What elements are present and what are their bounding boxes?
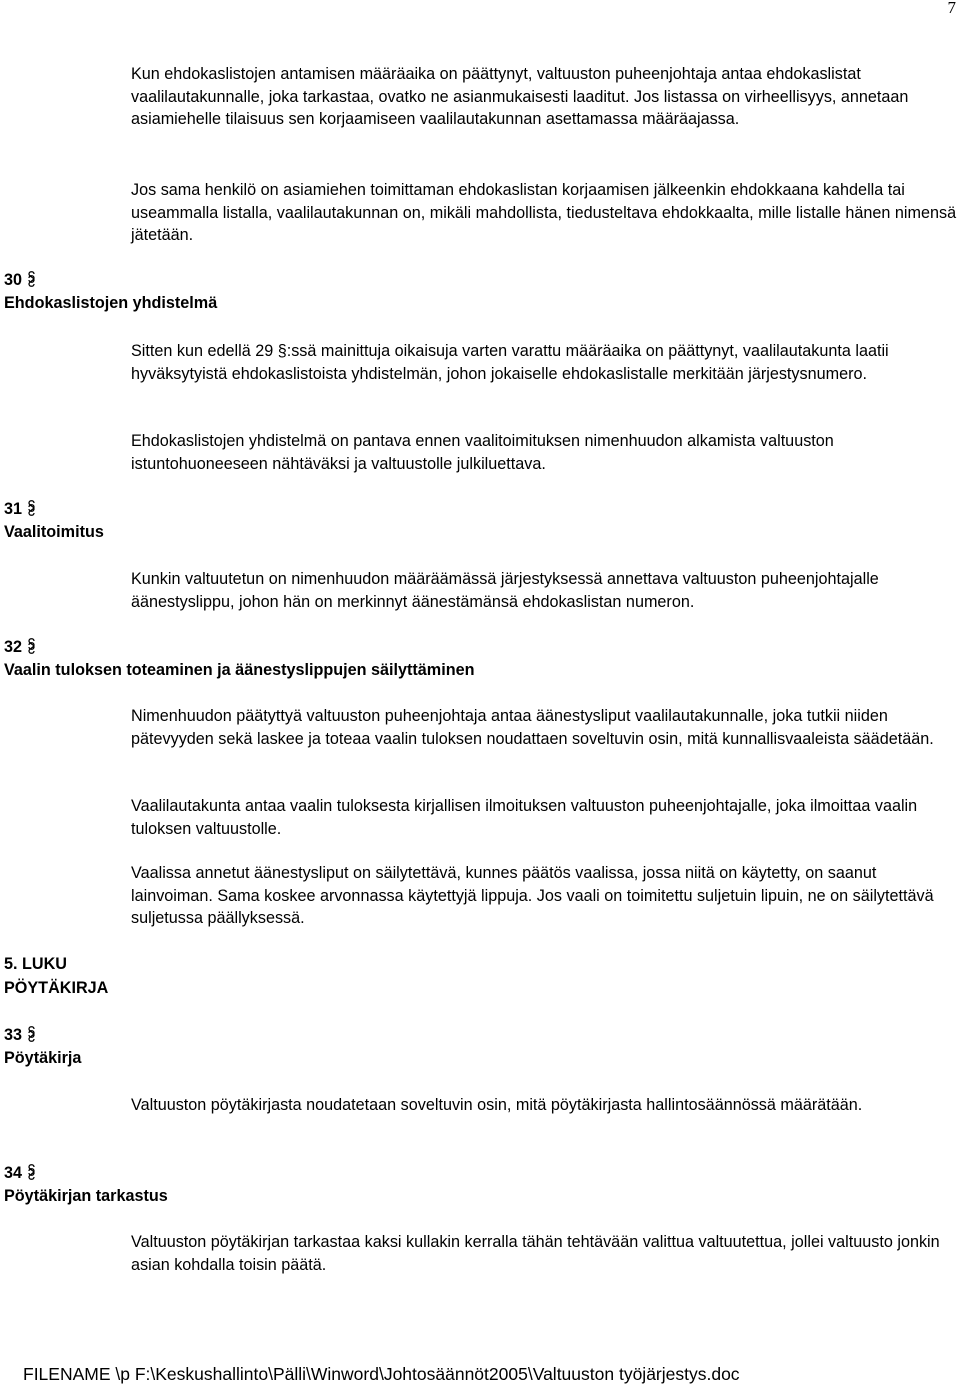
chapter-title: PÖYTÄKIRJA (4, 979, 109, 997)
section-title-33: Pöytäkirja (4, 1048, 82, 1067)
section-title-32: Vaalin tuloksen toteaminen ja äänestyslippujen säilyttäminen (4, 660, 475, 679)
section-sign-icon (27, 1164, 36, 1180)
section-number-31: 31 (4, 498, 104, 521)
section-heading-32 (4, 636, 474, 681)
paragraph-combination-created: Sitten kun edellä 29 §:ssä mainittuja oikaisuja varten varattu määräaika on päättynyt, vaalilautakunta laatii hyväksytyistä ehdokaslistoista yhdistelmän, johon jokaiselle ehdokaslistalle merkitään järjestysnumero. (131, 342, 889, 383)
paragraph-list-inspection: Kun ehdokaslistojen antamisen määräaika on päättynyt, valtuuston puheenjohtaja antaa ehdokaslistat vaalilautakunnalle, joka tarkastaa, ovatko ne asianmukaisesti laaditut. Jos listassa on virheellisyys, annetaan asiamiehelle tilaisuus sen korjaamiseen vaalilautakunnan asettamassa määräajassa. (131, 65, 909, 128)
section-heading-34 (4, 1162, 168, 1207)
paragraph-minutes-inspection: Valtuuston pöytäkirjan tarkastaa kaksi kullakin kerralla tähän tehtävään valittua valtuutettua, jollei valtuusto jonkin asian kohdalla toisin päätä. (131, 1233, 940, 1274)
paragraph-voting-procedure: Kunkin valtuutetun on nimenhuudon määräämässä järjestyksessä annettava valtuuston puheenjohtajalle äänestyslippu, johon hän on merkinnyt äänestämänsä ehdokaslistan numeron. (131, 570, 879, 611)
section-number-34: 34 (4, 1162, 168, 1185)
paragraph-combination-displayed: Ehdokaslistojen yhdistelmä on pantava ennen vaalitoimituksen nimenhuudon alkamista valtuuston istuntohuoneeseen nähtäväksi ja valtuustolle julkiluettava. (131, 432, 834, 473)
section-title-30: Ehdokaslistojen yhdistelmä (4, 293, 218, 312)
section-sign-icon (27, 638, 36, 654)
section-number-30: 30 (4, 269, 217, 292)
paragraph-minutes: Valtuuston pöytäkirjasta noudatetaan soveltuvin osin, mitä pöytäkirjasta hallintosäännössä määrätään. (131, 1096, 863, 1114)
paragraph-ballot-counting: Nimenhuudon päätyttyä valtuuston puheenjohtaja antaa äänestysliput vaalilautakunnalle, joka tutkii niiden pätevyyden sekä laskee ja toteaa vaalin tuloksen noudattaen soveltuvin osin, mitä kunnallisvaaleista säädetään. (131, 707, 934, 748)
section-sign-icon (27, 271, 36, 287)
paragraph-result-notice: Vaalilautakunta antaa vaalin tuloksesta kirjallisen ilmoituksen valtuuston puheenjohtajalle, joka ilmoittaa vaalin tuloksen valtuustolle. (131, 797, 918, 838)
page-number: 7 (947, 0, 956, 17)
paragraph-ballot-storage: Vaalissa annetut äänestysliput on säilytettävä, kunnes päätös vaalissa, jossa niitä on käytetty, on saanut lainvoiman. Sama koskee arvonnassa käytettyjä lippuja. Jos vaali on toimitettu suljetuin lipuin, ne on säilytettävä suljetussa päällyksessä. (131, 864, 934, 927)
section-number-32: 32 (4, 636, 474, 659)
section-title-34: Pöytäkirjan tarkastus (4, 1186, 168, 1205)
section-number-33: 33 (4, 1024, 81, 1047)
chapter-number: 5. LUKU (4, 955, 67, 973)
paragraph-duplicate-candidate: Jos sama henkilö on asiamiehen toimittaman ehdokaslistan korjaamisen jälkeenkin ehdokkaana kahdella tai useammalla listalla, vaalilautakunnan on, mikäli mahdollista, tiedusteltava ehdokkaalta, mille listalle hänen nimensä jätetään. (131, 181, 957, 244)
section-sign-icon (27, 500, 36, 516)
footer-filename: FILENAME \p F:\Keskushallinto\Pälli\Winword\Johtosäännöt2005\Valtuuston työjärjestys.doc (23, 1364, 740, 1384)
section-heading-30 (4, 269, 217, 314)
section-heading-33 (4, 1024, 81, 1069)
section-sign-icon (27, 1026, 36, 1042)
chapter-heading (4, 952, 108, 1000)
section-title-31: Vaalitoimitus (4, 522, 104, 541)
section-heading-31 (4, 498, 104, 543)
